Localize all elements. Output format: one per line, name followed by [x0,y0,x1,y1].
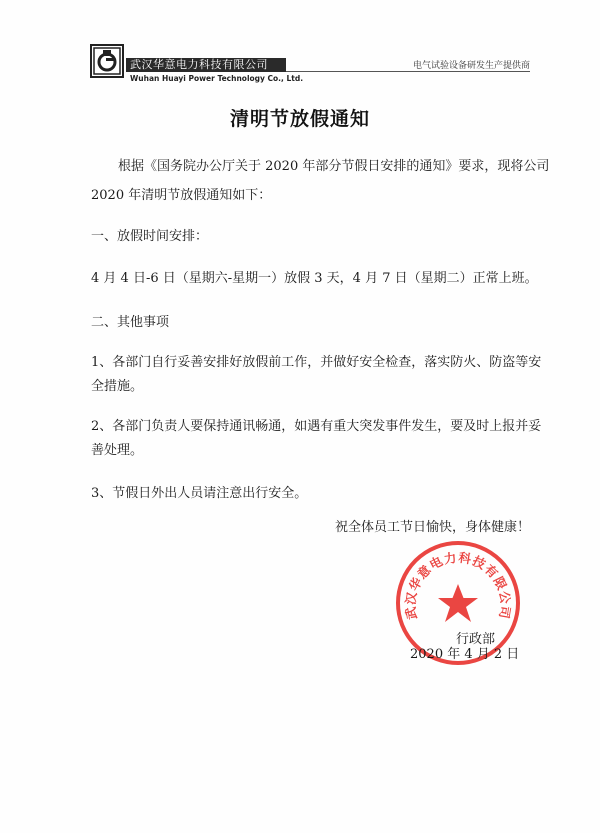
section2-item3: 3、节假日外出人员请注意出行安全。 [91,486,308,501]
company-name-cn: 武汉华意电力科技有限公司 [130,58,268,71]
letterhead-rule [286,71,530,72]
closing-greeting: 祝全体员工节日愉快，身体健康！ [335,520,531,535]
section2-item1-line2: 全措施。 [91,379,144,394]
section2-item2-line1: 2、各部门负责人要保持通讯畅通，如遇有重大突发事件发生，要及时上报并妥 [91,419,542,434]
company-logo-icon [90,44,124,78]
notice-title: 清明节放假通知 [229,108,370,130]
company-name-en: Wuhan Huayi Power Technology Co., Ltd. [130,74,304,83]
notice-date: 2020 年 4 月 2 日 [410,647,520,662]
section2-heading: 二、其他事项 [91,315,170,330]
letterhead [90,44,530,84]
seal-text: 武汉华意电力科技有限公司 [402,549,514,621]
intro-line-1: 根据《国务院办公厅关于 2020 年部分节假日安排的通知》要求，现将公司 [118,159,550,174]
company-tagline: 电气试验设备研发生产提供商 [412,61,530,71]
issuing-department: 行政部 [456,632,496,647]
section2-item2-line2: 善处理。 [91,443,144,458]
intro-line-2: 2020 年清明节放假通知如下： [91,188,272,203]
section2-item1-line1: 1、各部门自行妥善安排好放假前工作，并做好安全检查，落实防火、防盗等安 [91,355,542,370]
section1-detail: 4 月 4 日-6 日（星期六-星期一）放假 3 天，4 月 7 日（星期二）正常上班。 [91,271,538,286]
section1-heading: 一、放假时间安排： [91,229,209,244]
seal-star-icon [438,584,478,622]
